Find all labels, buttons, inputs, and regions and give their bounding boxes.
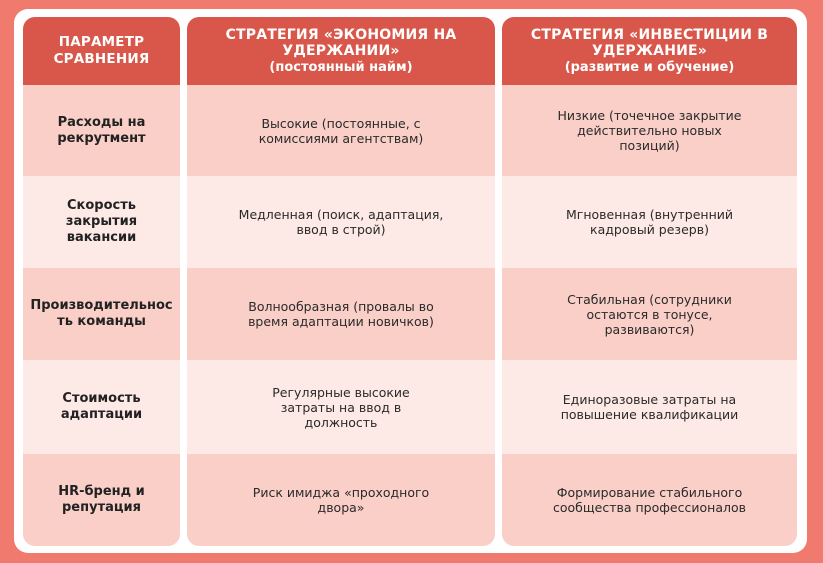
economy-strategy-column <box>187 17 495 546</box>
parameter-column-header <box>23 17 180 85</box>
economy-cell: Регулярные высокие затраты на ввод в должность <box>187 360 495 454</box>
comparison-table <box>14 9 807 553</box>
economy-cell: Волнообразная (провалы во время адаптации новичков) <box>187 268 495 360</box>
header-subtitle: (постоянный найм) <box>269 60 413 75</box>
header-title: ПАРАМЕТР СРАВНЕНИЯ <box>53 34 150 67</box>
parameter-cell: Расходы на рекрутмент <box>23 85 180 176</box>
parameter-cell: Стоимость адаптации <box>23 360 180 454</box>
investment-cell: Стабильная (сотрудники остаются в тонусе, развиваются) <box>502 268 797 360</box>
parameter-cell: Скорость закрытия вакансии <box>23 176 180 268</box>
parameter-cell: Производительность команды <box>23 268 180 360</box>
economy-strategy-header <box>187 17 495 85</box>
header-subtitle: (развитие и обучение) <box>564 60 735 75</box>
header-title: СТРАТЕГИЯ «ЭКОНОМИЯ НА УДЕРЖАНИИ» <box>225 27 457 59</box>
header-title: СТРАТЕГИЯ «ИНВЕСТИЦИИ В УДЕРЖАНИЕ» <box>530 27 769 59</box>
investment-strategy-header <box>502 17 797 85</box>
economy-cell: Риск имиджа «проходного двора» <box>187 454 495 546</box>
investment-strategy-column <box>502 17 797 546</box>
investment-cell: Единоразовые затраты на повышение квалификации <box>502 360 797 454</box>
economy-cell: Медленная (поиск, адаптация, ввод в строй) <box>187 176 495 268</box>
investment-cell: Формирование стабильного сообщества профессионалов <box>502 454 797 546</box>
parameter-column <box>23 17 180 546</box>
economy-cell: Высокие (постоянные, с комиссиями агентствам) <box>187 85 495 176</box>
investment-cell: Мгновенная (внутренний кадровый резерв) <box>502 176 797 268</box>
investment-cell: Низкие (точечное закрытие действительно новых позиций) <box>502 85 797 176</box>
parameter-cell: HR-бренд и репутация <box>23 454 180 546</box>
